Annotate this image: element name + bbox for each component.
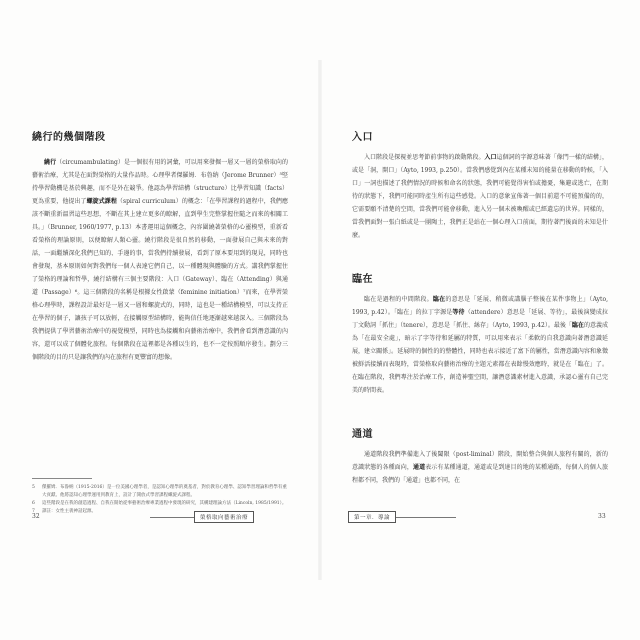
- paragraph-text: 通道階段我們準備進入了後閾限（post-liminal）階段，開始整合與個人旅程有關的，新的意識狀態的各種面向，: [352, 451, 608, 471]
- section-heading-gateway: 入口: [352, 132, 373, 143]
- footnote-text: 這些階段是在我的創造過程、自我在開始從事藝術治療專業過程中發現的研究，其構建理論方法（Lincoln, 1985/1991）。: [42, 501, 287, 506]
- paragraph-text: 表示有某種通道，通道或是到達目的地的某種通路，每個人的個人旅程都不同，我們的「通道」也都不同，在: [352, 464, 608, 484]
- paragraph-text: 臨在是過程的中間階段。: [364, 296, 433, 303]
- paragraph-text: 入口階段是探視並思考節前事物的啟動階段。: [364, 154, 485, 161]
- paragraph-text: （circumambulating）是一個很有用的詞彙，可以用來發掘一層又一層的榮格取向的藝術治療，尤其是在面對榮格的大量作品時。心理學者傑羅姆．布魯納（Jerome Brunner）⁵堅持學習動機是基於興趣，而不是外在競爭。他認為學習結構（structure）比學習知識（facts）更為重要，他提出了: [32, 159, 288, 205]
- lead-term: 繞行: [44, 159, 57, 166]
- bold-term: 入口: [484, 154, 497, 161]
- paragraph-text: 的意義成為「在最安全處」，暗示了字等待和延屬的特質，可以用來表示「柔軟的自我意識向著潛意識延展，建立關係」。延展時的個性的的整體性，同時也表示接近了富下的屬性，當潛意識內容和象徵被鮮活接續而表現時，當榮格取向藝術治療的主題元素都在表餘慢效應時，就是在「臨在」了。在臨在階段，我們專注於治療工作，創造神聖空間，讓潛意識素材進入意識，承認心靈有自己完美的時間表。: [352, 322, 608, 394]
- section-heading-passage: 通道: [352, 429, 373, 440]
- footnote-number: 7: [32, 509, 35, 514]
- footnote-rule: [32, 478, 92, 479]
- attending-paragraph: [352, 293, 608, 397]
- paragraph-text: 的意思是「延展、稍微或講腦子整後在某件事物上」（Ayto, 1993, p.42）。「臨在」的拉丁字源是: [352, 296, 608, 316]
- main-paragraph: [32, 156, 288, 364]
- footnote-text: 傑羅姆．布魯納（1915-2016）是一位美國心理學者，是認知心理學的奠基者，對於教育心理學、認知學習理論和哲學有重大貢獻。他將認知心理學運用到教育上，設計了開放式學習課程螺旋式課程。: [42, 485, 287, 498]
- paragraph-text: 這個詞的字源意味著「像門一樣的結構」，或是「洞，開口」（Ayto, 1993, p.250）。當我們感覺到內在某種未知的能量在移動的時候，「入口」一詞也描述了我們情況的時候和命名的狀態，我們可能覺得害怕或擔憂，集避或逃亡，在期待的狀態下，我們可能同時產生所有這些感覺。入口的意象宣佈著一個目前還不可能預備的的，它需要願不清楚的空間，當我們可能會移動，進入另一個未被喚醒或已經遺忘的世界。同樣的，當我們面對一張白紙或是一團陶土，我們正是站在一個心理入口前面，期待著門後面的未知是什麼。: [352, 154, 608, 239]
- running-head: 榮格取向藝術治療: [194, 511, 254, 523]
- gateway-paragraph: [352, 151, 608, 242]
- footnote-number: 5: [32, 485, 35, 490]
- footnote: [32, 484, 288, 500]
- section-heading: 繞行的幾個階段: [32, 132, 106, 143]
- running-head: 第一章．導論: [348, 511, 396, 523]
- footnote-text: 譯註：女性主義神話起源。: [42, 509, 96, 514]
- bold-term: 臨在: [432, 296, 446, 303]
- bold-term: 螺旋式課程: [86, 198, 117, 205]
- bold-term: 等待: [452, 309, 465, 316]
- page-number: 33: [598, 513, 606, 520]
- page-number: 32: [32, 513, 40, 520]
- bold-term: 通道: [412, 464, 426, 471]
- section-heading-attending: 臨在: [352, 274, 373, 285]
- right-page: [320, 0, 640, 640]
- bold-term: 臨在: [571, 322, 584, 329]
- paragraph-text: （attendere）意思是「延展、等待」，最後演變成拉丁文動詞「抓住」（tenere），意思是「抓住、絲存」（Ayto, 1993, p.42）。最後「: [352, 309, 608, 329]
- footnote: [32, 500, 288, 508]
- paragraph-text-tail: （spiral curriculum）的概念：「在學習課程的過程中，我們應該不斷重新溫習這些思想，不斷在其上建立更多的瞭解，直到學生完整掌握住隨之而來的相關工具。」（Brunner, 1960/1977, p.13）本書運用這個概念，內容圍繞著榮格的心靈模型，重新看看榮格的理論原則，以便瞭解人類心靈。繞行階段是很自然的移動，一面發展自己與未來的對話，一面繼續深化我們已知的、手邊的事，當我們持續發展，看到了原本要用到的現見，同時也會發現，基本原則如何對我們每一個人表達它們自己，以一種體現與體驗的方式。講我們掌握住了榮格的理論和哲學，繞行結構有三個主要階段：入口（Gateway）、臨在（Attending）與通道（Passage）⁶。這三個階段的名稱是根據女性啟蒙（feminine initiation）⁷而來，在學習榮格心理學時，課程設計最好是一層又一層和螺旋式的，同時，這也是一種結構模型，可以支持正在學習的個子，讓孩子可以放輕，在接觸原型結構時，能夠信任地逐漸越來越深入。三個階段為我們提供了學習藝術治療中的視覺模型，同時也為接觸和向藝術治療中，我們會看到潛意識的內容，還可以成了個體化旅程。每個階段在這裡都是各種以生的，也不一定按照順序發生。劃分三個階段的目的只是讓我們的內在旅程有更豐富的想像。: [32, 198, 288, 361]
- footnote-number: 6: [32, 501, 35, 506]
- passage-paragraph: [352, 448, 608, 487]
